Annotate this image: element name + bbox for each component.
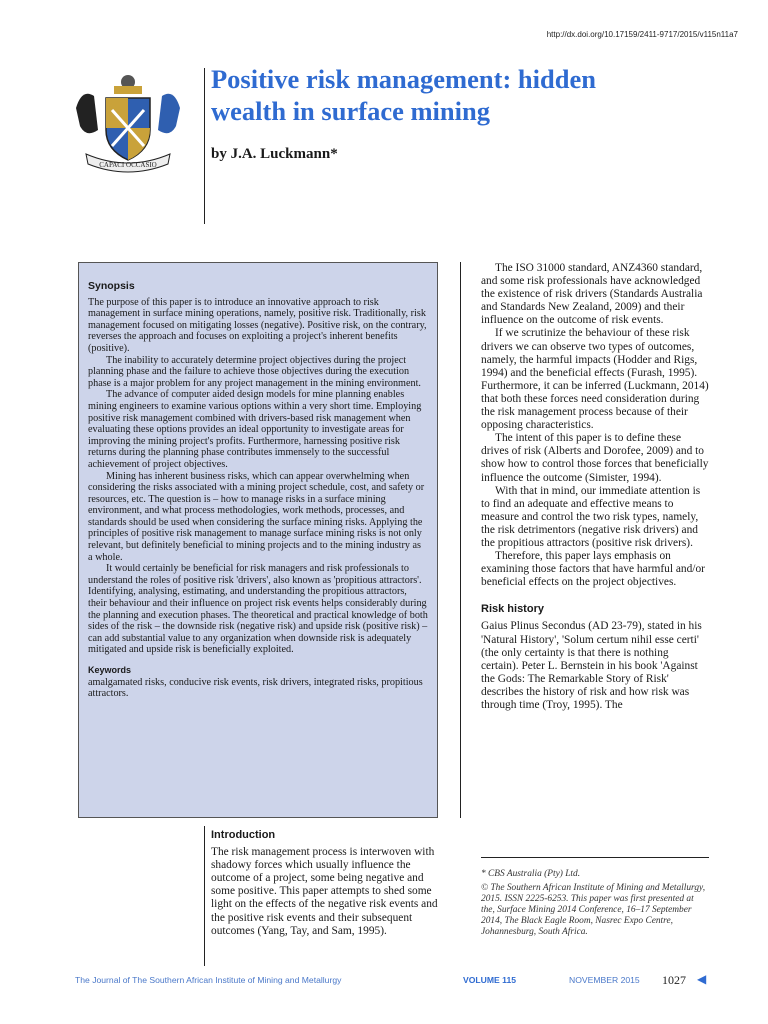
article-title: Positive risk management: hidden wealth in surface mining — [211, 64, 596, 126]
author-line: by J.A. Luckmann* — [211, 146, 338, 162]
body-paragraph: The ISO 31000 standard, ANZ4360 standard, and some risk professionals have acknowledged the existence of risk drivers (Standards Australia and Standards New Zealand, 2009) and their influence on the outcome of risk events. — [481, 262, 703, 327]
synopsis-paragraph: Mining has inherent business risks, which can appear overwhelming when considering the risks associated with a mining project schedule, cost, and safety or resources, etc. The question is – how to manage risks in a surface mining environment, and what process methodologies, work methods, processes, and standards should be used when considering the surface mining risks. Applying the principles of positive risk management to manage surface mining risks is not only relevant, but definitely beneficial to mining projects and to the mining industry as a whole. — [88, 470, 425, 563]
synopsis-paragraph: The advance of computer aided design models for mine planning enables mining engineers to examine various options within a very short time. Employing positive risk management combined with drivers-based risk management when evaluating these options provides an ideal opportunity to investigate areas for improving the mining project's profits. Furthermore, harnessing positive risk returns during the planning phase contributes immensely to the successful achievement of project objectives. — [88, 389, 422, 470]
keywords-list: amalgamated risks, conducive risk events, risk drivers, integrated risks, propitious attractors. — [88, 676, 423, 700]
synopsis-heading: Synopsis — [88, 280, 135, 292]
institute-crest-logo — [72, 68, 184, 180]
footnote-rule — [481, 857, 709, 858]
column-divider — [460, 262, 461, 818]
risk-history-paragraph: Gaius Plinus Secondus (AD 23-79), stated in his 'Natural History', 'Solum certum nihil esse certi' (the only certainty is that there is nothing certain). Peter L. Bernstein in his book 'Against the Gods: The Remarkable Story of Risk' describes the history of risk and how risk was through time (Troy, 1995). The — [481, 620, 702, 711]
footnote-copyright: © The Southern African Institute of Mining and Metallurgy, 2015. ISSN 2225-6253. This paper was first presented at the, Surface Mining 2014 Conference, 16–17 September 2014, The Black Eagle Room, Nasrec Expo Centre, Johannesburg, South Africa. — [481, 883, 706, 937]
introduction-paragraph: The risk management process is interwoven with shadowy forces which usually influence the outcome of a project, some being negative and some positive. This paper attempts to shed some light on the effects of the negative risk events and the positive risk events and their subsequent outcomes (Yang, Tay, and Sam, 1995). — [211, 846, 438, 937]
page-number: 1027 — [662, 973, 686, 987]
doi-link[interactable]: http://dx.doi.org/10.17159/2411-9717/2015/v115n11a7 — [546, 30, 738, 39]
header-divider — [204, 68, 205, 224]
synopsis-box — [78, 262, 438, 818]
crest-motto: CAPACI OCCASIO — [99, 161, 157, 169]
risk-history-heading: Risk history — [481, 603, 544, 616]
page-arrow-icon: ◀ — [697, 972, 707, 986]
introduction-heading: Introduction — [211, 829, 276, 841]
body-paragraph: Therefore, this paper lays emphasis on examining those factors that have harmful and/or beneficial effects on the project objectives. — [481, 550, 705, 589]
body-paragraph: With that in mind, our immediate attention is to find an adequate and effective means to measure and control the two risk types, namely, the risk detrimentors (negative risk drivers) and the propitious attractors (positive risk drivers). — [481, 484, 701, 549]
body-paragraph: If we scrutinize the behaviour of these risk drivers we can observe two types of outcomes, namely, the harmful impacts (Hodder and Rigs, 1994) and the beneficial effects (Furash, 1995). Furthermore, it can be inferred (Luckmann, 2014) that both these forces need consideration during the risk management process because of their opposing characteristics. — [481, 327, 709, 432]
keywords-heading: Keywords — [88, 665, 132, 675]
introduction-section — [211, 829, 439, 938]
footnotes — [481, 869, 709, 941]
synopsis-paragraph: It would certainly be beneficial for risk managers and risk professionals to understand the roles of positive risk 'drivers', also known as 'propitious attractors'. Identifying, analysing, estimating, and understanding the propitious attractors, their behaviour and their influence on project risk events helps considerably during the planning and execution phases. The theoretical and practical knowledge of both sides of the risk – the downside risk (negative risk) and upside risk (positive risk) – can add substantial value to any organization when downside risk is adequately mitigated and upside risk is beneficially exploited. — [88, 563, 428, 656]
body-paragraph: The intent of this paper is to define these drives of risk (Alberts and Dorofee, 2009) and to show how to control those forces that beneficially influence the outcome (Simister, 1994). — [481, 432, 709, 484]
intro-divider — [204, 826, 205, 966]
volume-label: VOLUME 115 — [463, 975, 517, 985]
footnote-affiliation: * CBS Australia (Pty) Ltd. — [481, 869, 581, 879]
right-column — [481, 262, 709, 712]
journal-name: The Journal of The Southern African Institute of Mining and Metallurgy — [75, 975, 342, 985]
issue-date: NOVEMBER 2015 — [569, 975, 640, 985]
synopsis-paragraph: The purpose of this paper is to introduce an innovative approach to risk management in surface mining operations, namely, positive risk. Traditionally, risk management focused on mitigating losses (negative). Positive risk, on the contrary, reverses the approach and focuses on exploiting a project's inherent benefits (positive). — [88, 296, 427, 354]
synopsis-paragraph: The inability to accurately determine project objectives during the project planning phase and the failure to achieve those objectives during the execution phase is a major problem for any project management in the mining environment. — [88, 354, 421, 389]
